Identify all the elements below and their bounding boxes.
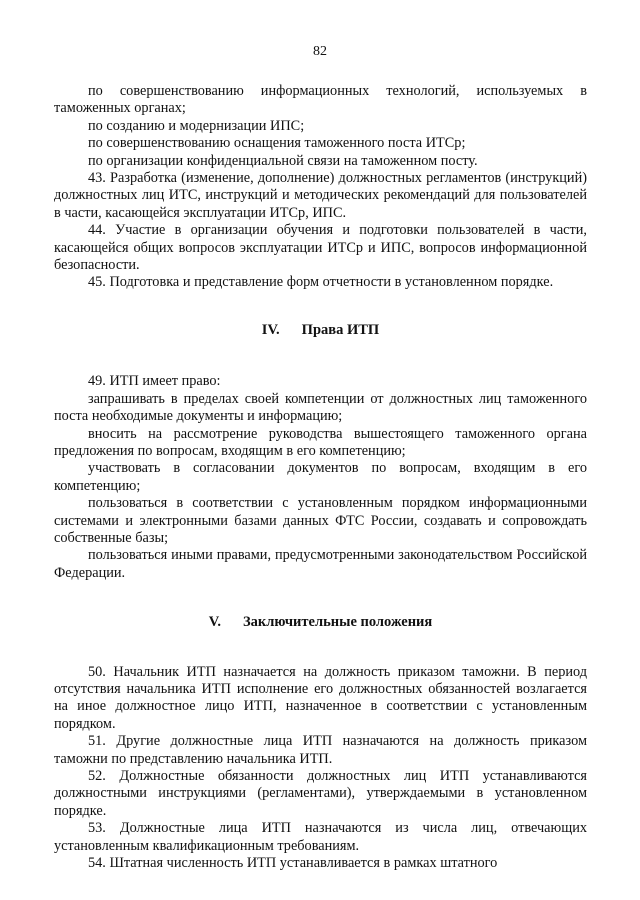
- paragraph: 50. Начальник ИТП назначается на должность приказом таможни. В период отсутствия начальника ИТП исполнение его должностных обязанностей возлагается на иное должностное лицо ИТП, назначенное в соответствии с установленным порядком.: [54, 663, 587, 732]
- paragraphs-bottom: [54, 664, 587, 873]
- section-number: V.: [208, 614, 221, 631]
- section-title: Права ИТП: [301, 321, 380, 338]
- paragraph: запрашивать в пределах своей компетенции от должностных лиц таможенного поста необходимые документы и информацию;: [54, 390, 587, 425]
- paragraph: 51. Другие должностные лица ИТП назначаются на должность приказом таможни по представлению начальника ИТП.: [54, 733, 587, 767]
- section-heading-v: [54, 614, 587, 631]
- paragraph: по созданию и модернизации ИПС;: [88, 117, 305, 134]
- document-body: [54, 83, 587, 872]
- paragraph: 52. Должностные обязанности должностных лиц ИТП устанавливаются должностными инструкциями (регламентами), утверждаемыми в установленном порядке.: [54, 768, 587, 819]
- paragraph: 53. Должностные лица ИТП назначаются из числа лиц, отвечающих установленным квалификационным требованиям.: [54, 820, 587, 854]
- section-title: Заключительные положения: [242, 614, 433, 631]
- paragraphs-top: [54, 83, 587, 292]
- paragraph: 49. ИТП имеет право:: [88, 373, 221, 390]
- section-number: IV.: [261, 321, 280, 338]
- paragraphs-mid: [54, 373, 587, 582]
- paragraph: пользоваться иными правами, предусмотренными законодательством Российской Федерации.: [54, 547, 587, 581]
- paragraph: по совершенствованию информационных технологий, используемых в таможенных органах;: [54, 83, 587, 117]
- page-number: 82: [313, 44, 327, 59]
- section-heading-iv: [54, 322, 587, 339]
- paragraph: 45. Подготовка и представление форм отчетности в установленном порядке.: [88, 274, 554, 291]
- paragraph: участвовать в согласовании документов по вопросам, входящим в его компетенцию;: [54, 460, 587, 494]
- paragraph: по организации конфиденциальной связи на таможенном посту.: [88, 152, 478, 169]
- paragraph: 43. Разработка (изменение, дополнение) должностных регламентов (инструкций) должностных лиц ИТС, инструкций и методических рекомендаций для пользователей в части, касающейся эксплуатации ИТСр, ИПС.: [54, 170, 587, 221]
- paragraph: по совершенствованию оснащения таможенного поста ИТСр;: [88, 135, 466, 152]
- paragraph: пользоваться в соответствии с установленным порядком информационными системами и электронными базами данных ФТС России, создавать и сопровождать собственные базы;: [54, 495, 587, 546]
- paragraph: 44. Участие в организации обучения и подготовки пользователей в части, касающейся общих вопросов эксплуатации ИТСр и ИПС, вопросов информационной безопасности.: [54, 222, 587, 274]
- paragraph: 54. Штатная численность ИТП устанавливается в рамках штатного: [88, 855, 498, 872]
- paragraph: вносить на рассмотрение руководства вышестоящего таможенного органа предложения по вопросам, входящим в его компетенцию;: [54, 425, 587, 459]
